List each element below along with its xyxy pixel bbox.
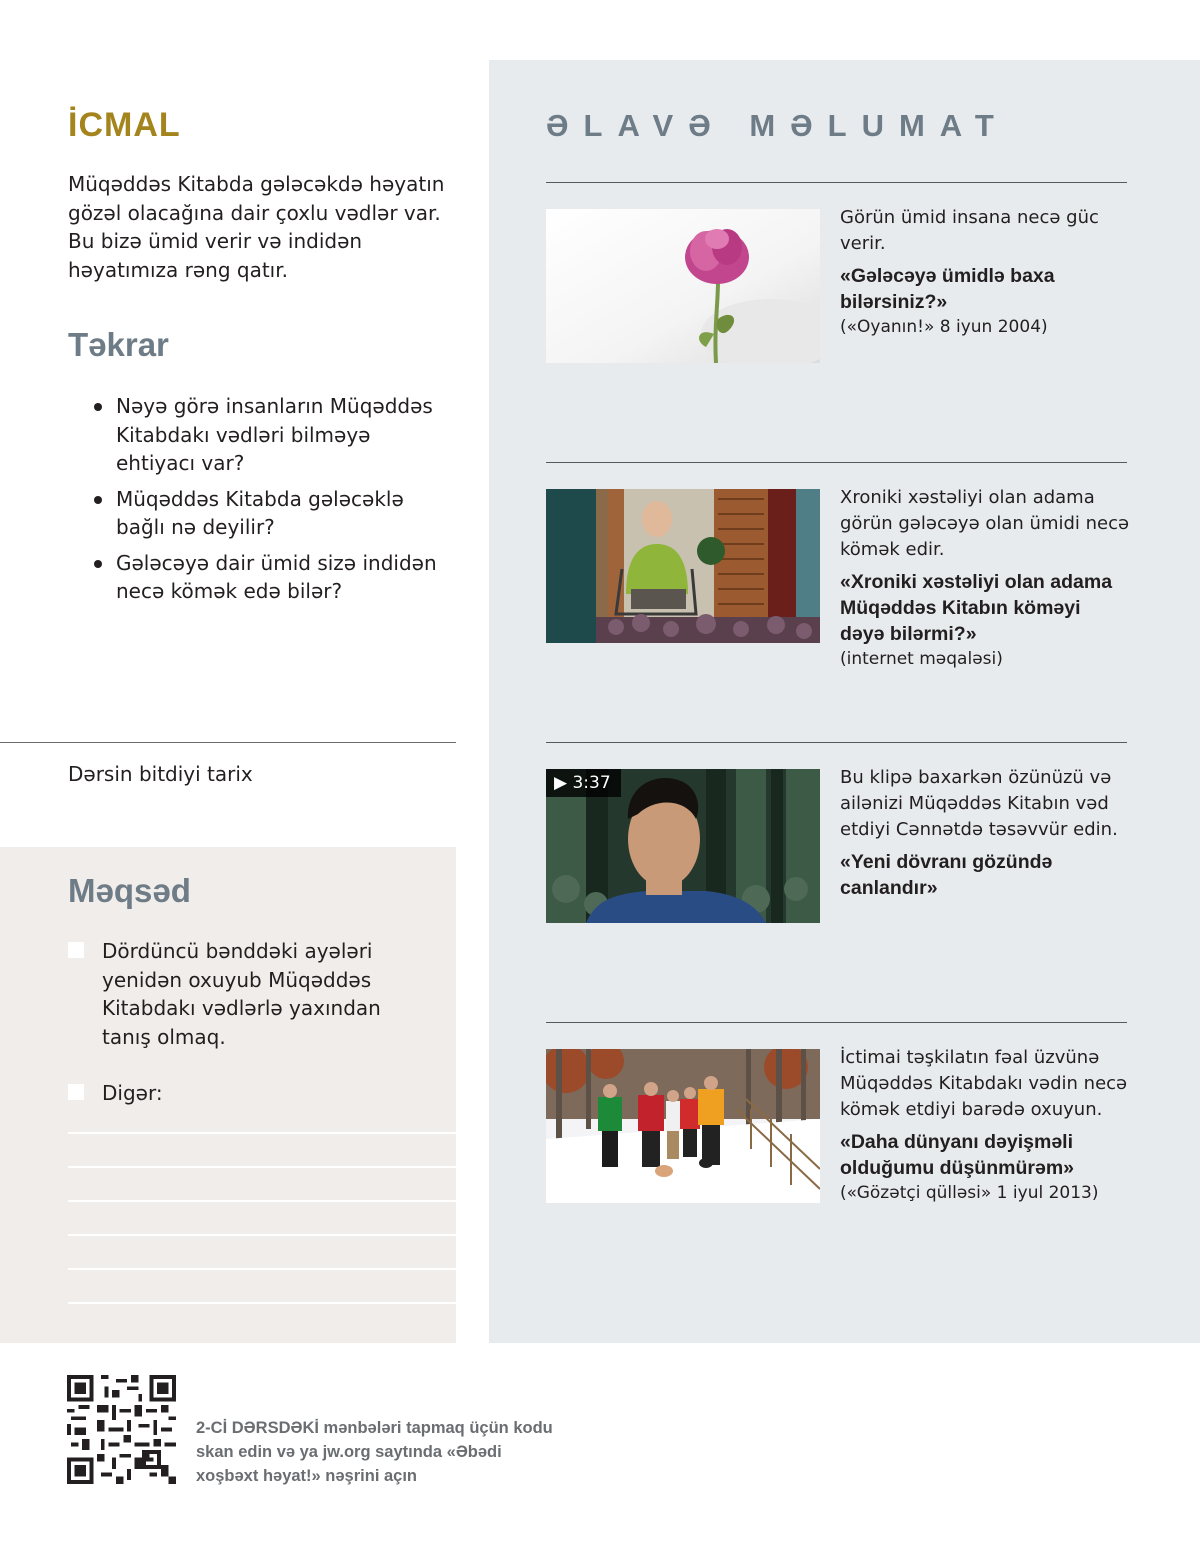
resource-title-link[interactable]: «Xroniki xəstəliyi olan adama Müqəddəs Kitabın köməyi dəyə bilərmi?» [840,571,1113,645]
writing-line[interactable] [68,1132,456,1134]
man-at-window-image[interactable] [546,489,820,643]
review-question: Nəyə görə insanların Müqəddəs Kitabdakı vədləri bilməyə ehtiyacı var? [92,392,452,478]
play-icon: ▶ [554,773,568,793]
resource-description: Görün ümid insana necə güc verir. [840,207,1099,254]
resource-title-link[interactable]: «Gələcəyə ümidlə baxa bilərsiniz?» [840,265,1055,313]
writing-line[interactable] [68,1200,456,1202]
divider [546,1022,1127,1023]
resource-description: Bu klipə baxarkən özünüzü və ailənizi Müqəddəs Kitabın vəd etdiyi Cənnətdə təsəvvür edin. [840,767,1118,840]
review-question: Müqəddəs Kitabda gələcəklə bağlı nə deyilir? [92,485,452,542]
writing-line[interactable] [68,1268,456,1270]
extra-info-title: ƏLAVƏ MƏLUMAT [546,108,1009,143]
checkbox[interactable] [68,942,84,958]
goal-option-label: Digər: [102,1081,163,1105]
resource-description: Xroniki xəstəliyi olan adama görün gələcəyə olan ümidi necə kömək edir. [840,487,1130,560]
resource-source: (internet məqaləsi) [840,649,1003,669]
footer-text: mənbələri tapmaq üçün kodu skan edin və ya jw.org saytında «Əbədi xoşbəxt həyat!» nəşrini açın [196,1419,553,1485]
video-duration: 3:37 [572,773,611,793]
divider [546,462,1127,463]
video-thumbnail[interactable] [546,769,820,923]
resource-item [840,765,1130,901]
resource-item [840,205,1130,339]
review-title: Təkrar [68,326,169,363]
goal-option[interactable] [68,937,428,1051]
checkbox[interactable] [68,1084,84,1100]
resource-title-link[interactable]: «Daha dünyanı dəyişməli olduğumu düşünmürəm» [840,1131,1074,1179]
divider [0,742,456,743]
resource-title-link[interactable]: «Yeni dövranı gözündə canlandır» [840,851,1053,899]
qr-code[interactable] [67,1375,176,1484]
review-list [92,392,452,613]
goal-option-label: Dördüncü bənddəki ayələri yenidən oxuyub Müqəddəs Kitabdakı vədlərlə yaxından tanış olmaq. [102,939,381,1049]
resource-item [840,485,1130,671]
completion-date-label: Dərsin bitdiyi tarix [68,762,253,786]
goal-title: Məqsəd [68,872,191,909]
summary-text: Müqəddəs Kitabda gələcəkdə həyatın gözəl olacağına dair çoxlu vədlər var. Bu bizə ümid verir və indidən həyatımıza rəng qatır. [68,172,445,282]
resource-source: («Gözətçi qülləsi» 1 iyul 2013) [840,1183,1099,1203]
divider [546,182,1127,183]
writing-line[interactable] [68,1166,456,1168]
winter-walk-image[interactable] [546,1049,820,1203]
divider [546,742,1127,743]
goal-option-other[interactable] [68,1079,428,1108]
resource-description: İctimai təşkilatın fəal üzvünə Müqəddəs Kitabdakı vədin necə kömək etdiyi barədə oxuyun. [840,1047,1128,1120]
footer-instructions [196,1416,556,1488]
resource-item [840,1045,1130,1205]
resource-source: («Oyanın!» 8 iyun 2004) [840,317,1048,337]
flower-image[interactable] [546,209,820,363]
footer-lead: 2-Cİ DƏRSDƏKİ [196,1419,319,1437]
summary-title: İCMAL [68,106,181,144]
review-question: Gələcəyə dair ümid sizə indidən necə kömək edə bilər? [92,549,452,606]
video-duration-badge [546,769,621,797]
writing-line[interactable] [68,1234,456,1236]
writing-line[interactable] [68,1302,456,1304]
